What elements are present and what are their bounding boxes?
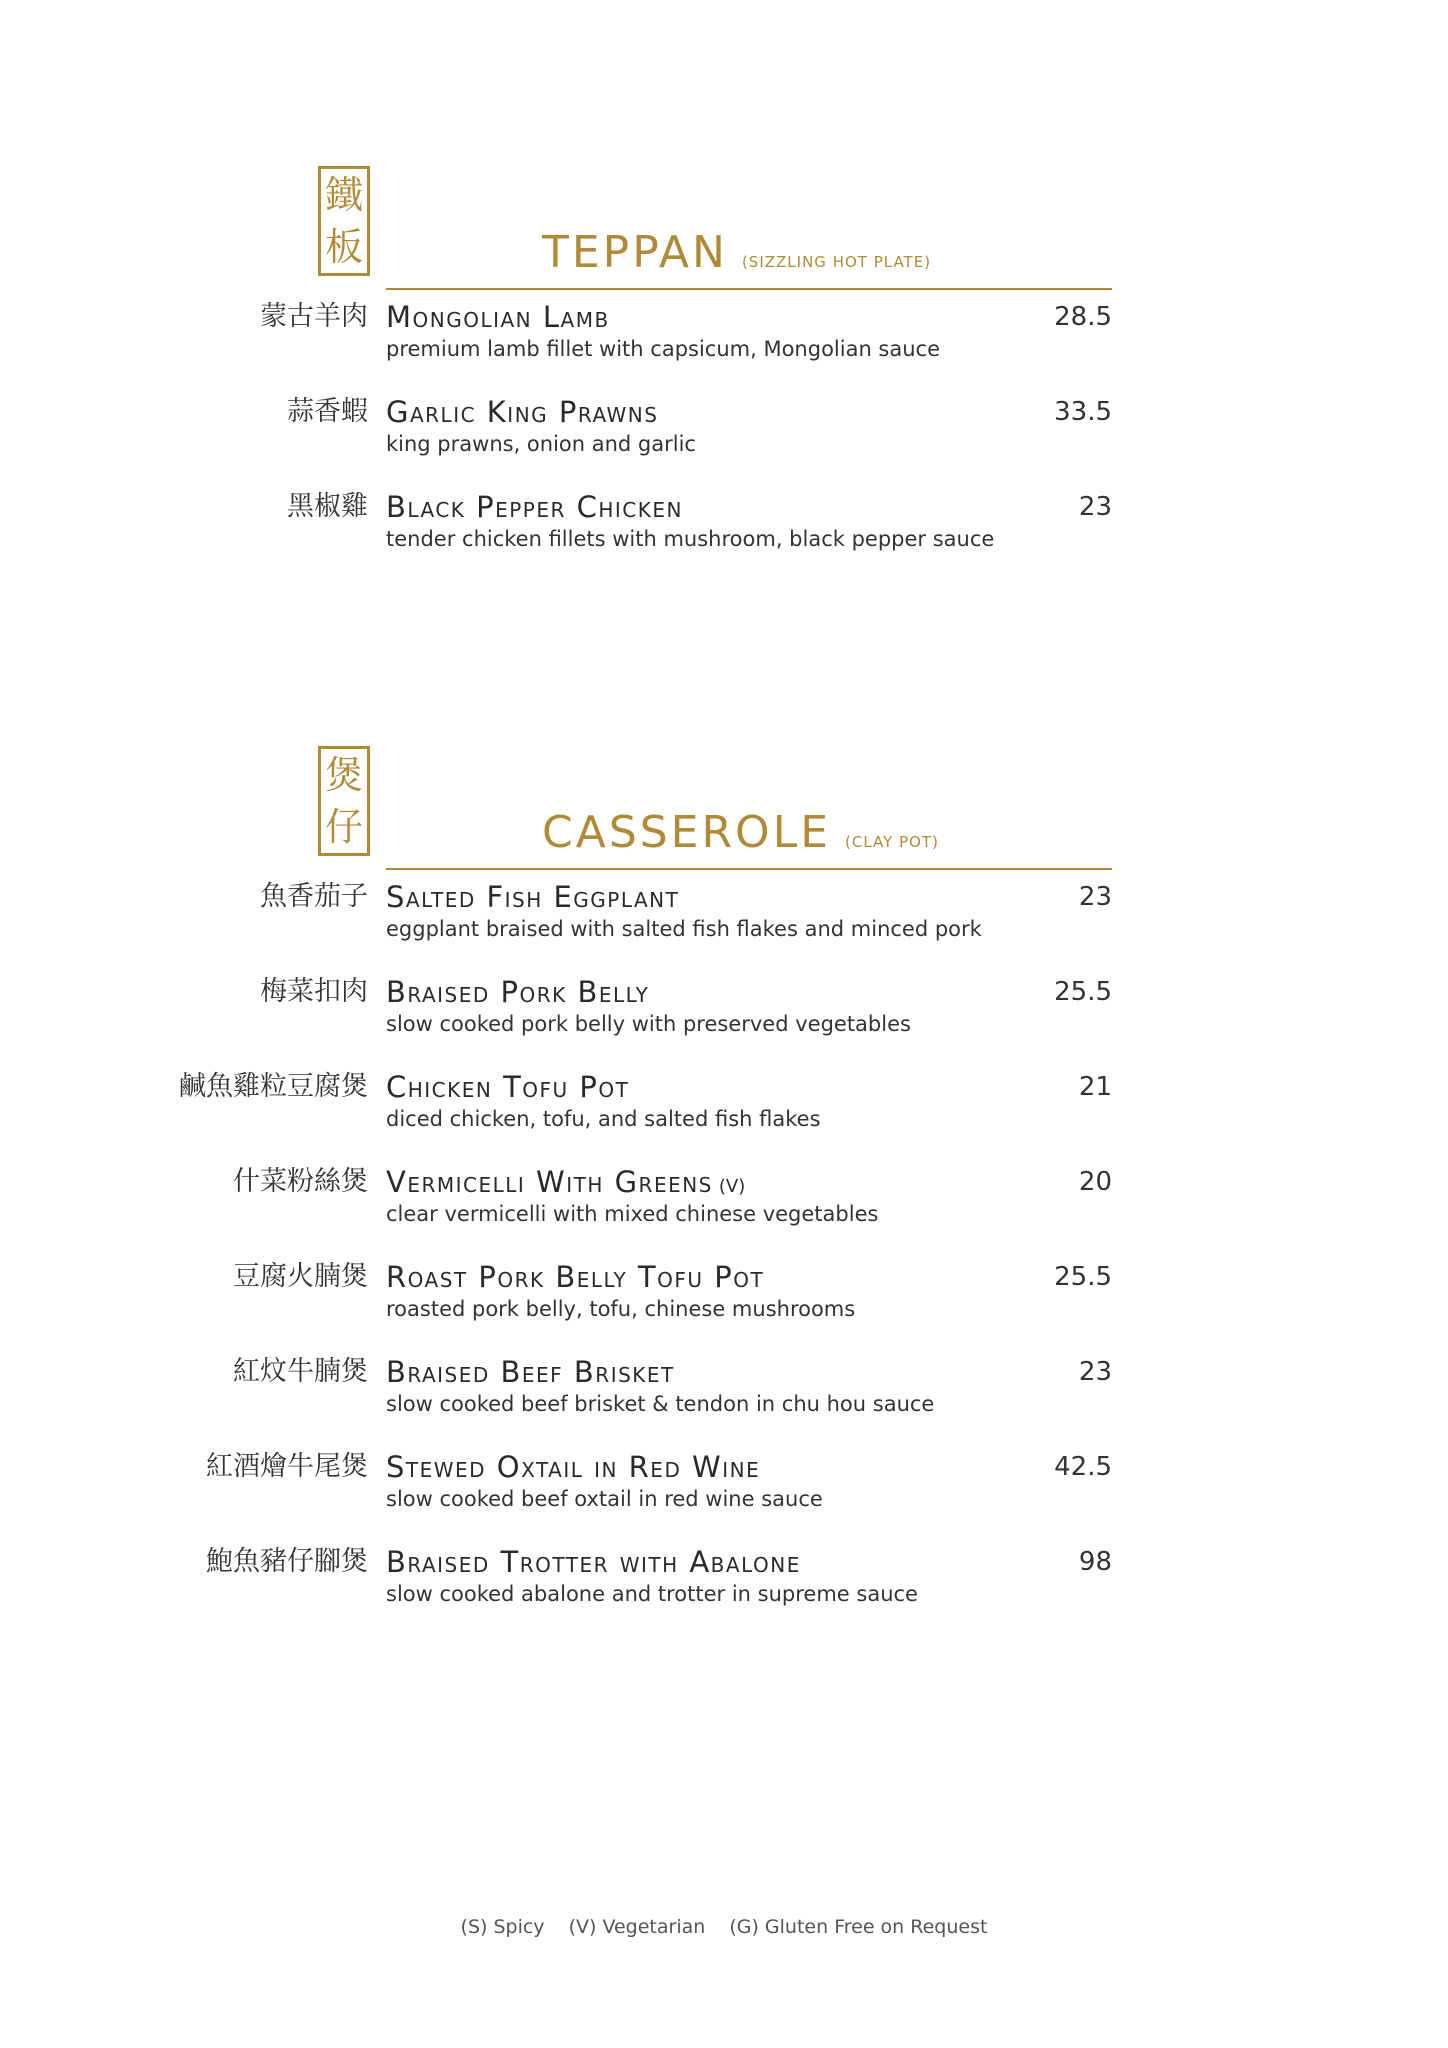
- casserole-char-2: 仔: [324, 805, 363, 849]
- item-name: [386, 880, 685, 919]
- item-price: 42.5: [1054, 1452, 1112, 1482]
- casserole-subtitle: (CLAY POT): [845, 833, 939, 851]
- casserole-title: [542, 809, 939, 866]
- teppan-header: [386, 220, 1112, 290]
- item-description: premium lamb fillet with capsicum, Mongolian sauce: [386, 337, 941, 361]
- item-name: [386, 1450, 766, 1489]
- teppan-char-2: 板: [324, 225, 363, 269]
- item-name: [386, 1545, 807, 1584]
- menu-item: [0, 1070, 1448, 1165]
- menu-item: [0, 1355, 1448, 1450]
- item-price: 25.5: [1054, 977, 1112, 1007]
- item-name-text: Stewed Oxtail in Red Wine: [386, 1450, 761, 1484]
- item-price: 25.5: [1054, 1262, 1112, 1292]
- item-description: slow cooked beef oxtail in red wine sauce: [386, 1487, 823, 1511]
- teppan-items: [0, 300, 1448, 585]
- casserole-chinese-label: [318, 746, 370, 856]
- item-price: 20: [1078, 1167, 1112, 1197]
- item-chinese-name: 紅酒燴牛尾煲: [206, 1451, 368, 1482]
- item-price: 28.5: [1054, 302, 1112, 332]
- item-price: 21: [1078, 1072, 1112, 1102]
- teppan-chinese-label: [318, 166, 370, 276]
- item-chinese-name: 豆腐火腩煲: [233, 1261, 368, 1292]
- item-price: 33.5: [1054, 397, 1112, 427]
- teppan-title: [542, 229, 931, 286]
- menu-item: [0, 1450, 1448, 1545]
- legend-spicy: (S) Spicy: [460, 1916, 545, 1938]
- item-description: slow cooked beef brisket & tendon in chu hou sauce: [386, 1392, 935, 1416]
- menu-item: [0, 300, 1448, 395]
- item-description: slow cooked pork belly with preserved vegetables: [386, 1012, 911, 1036]
- item-price: 23: [1078, 1357, 1112, 1387]
- item-name: [386, 490, 689, 529]
- item-name: [386, 300, 616, 339]
- item-name: [386, 1070, 635, 1109]
- item-description: clear vermicelli with mixed chinese vegetables: [386, 1202, 879, 1226]
- teppan-subtitle: (SIZZLING HOT PLATE): [741, 253, 932, 271]
- item-name: [386, 975, 655, 1014]
- item-name-text: Black Pepper Chicken: [386, 490, 683, 524]
- item-chinese-name: 蒙古羊肉: [260, 301, 368, 332]
- item-name-text: Braised Trotter with Abalone: [386, 1545, 801, 1579]
- item-price: 23: [1078, 882, 1112, 912]
- item-name-text: Chicken Tofu Pot: [386, 1070, 630, 1104]
- menu-item: [0, 880, 1448, 975]
- teppan-title-text: TEPPAN: [542, 227, 728, 278]
- casserole-items: [0, 880, 1448, 1640]
- item-name-text: Vermicelli With Greens: [386, 1165, 713, 1199]
- legend-vegetarian: (V) Vegetarian: [568, 1916, 706, 1938]
- menu-item: [0, 1165, 1448, 1260]
- casserole-title-text: CASSEROLE: [542, 807, 832, 858]
- item-name: [386, 1165, 745, 1204]
- item-description: tender chicken fillets with mushroom, black pepper sauce: [386, 527, 995, 551]
- item-chinese-name: 鹹魚雞粒豆腐煲: [179, 1071, 368, 1102]
- menu-item: [0, 490, 1448, 585]
- item-name-text: Mongolian Lamb: [386, 300, 610, 334]
- item-name-text: Braised Pork Belly: [386, 975, 650, 1009]
- item-name-text: Salted Fish Eggplant: [386, 880, 680, 914]
- item-price: 98: [1078, 1547, 1112, 1577]
- item-description: roasted pork belly, tofu, chinese mushrooms: [386, 1297, 856, 1321]
- casserole-char-1: 煲: [324, 753, 363, 797]
- menu-item: [0, 1260, 1448, 1355]
- item-chinese-name: 鮑魚豬仔腳煲: [206, 1546, 368, 1577]
- menu-item: [0, 395, 1448, 490]
- item-description: king prawns, onion and garlic: [386, 432, 696, 456]
- item-name-text: Garlic King Prawns: [386, 395, 659, 429]
- item-chinese-name: 蒜香蝦: [287, 396, 368, 427]
- item-chinese-name: 魚香茄子: [260, 881, 368, 912]
- item-description: diced chicken, tofu, and salted fish flakes: [386, 1107, 821, 1131]
- item-chinese-name: 黑椒雞: [287, 491, 368, 522]
- menu-item: [0, 1545, 1448, 1640]
- item-description: slow cooked abalone and trotter in supreme sauce: [386, 1582, 918, 1606]
- casserole-header: [386, 800, 1112, 870]
- item-name-text: Braised Beef Brisket: [386, 1355, 675, 1389]
- item-price: 23: [1078, 492, 1112, 522]
- item-description: eggplant braised with salted fish flakes and minced pork: [386, 917, 982, 941]
- item-name: [386, 1260, 770, 1299]
- item-chinese-name: 紅炆牛腩煲: [233, 1356, 368, 1387]
- item-name: [386, 395, 664, 434]
- teppan-char-1: 鐵: [324, 173, 363, 217]
- item-name: [386, 1355, 681, 1394]
- dietary-legend: [0, 1916, 1448, 1938]
- item-chinese-name: 什菜粉絲煲: [233, 1166, 368, 1197]
- item-name-text: Roast Pork Belly Tofu Pot: [386, 1260, 765, 1294]
- menu-item: [0, 975, 1448, 1070]
- item-chinese-name: 梅菜扣肉: [260, 976, 368, 1007]
- item-tag: (V): [718, 1176, 746, 1197]
- legend-gluten-free: (G) Gluten Free on Request: [729, 1916, 988, 1938]
